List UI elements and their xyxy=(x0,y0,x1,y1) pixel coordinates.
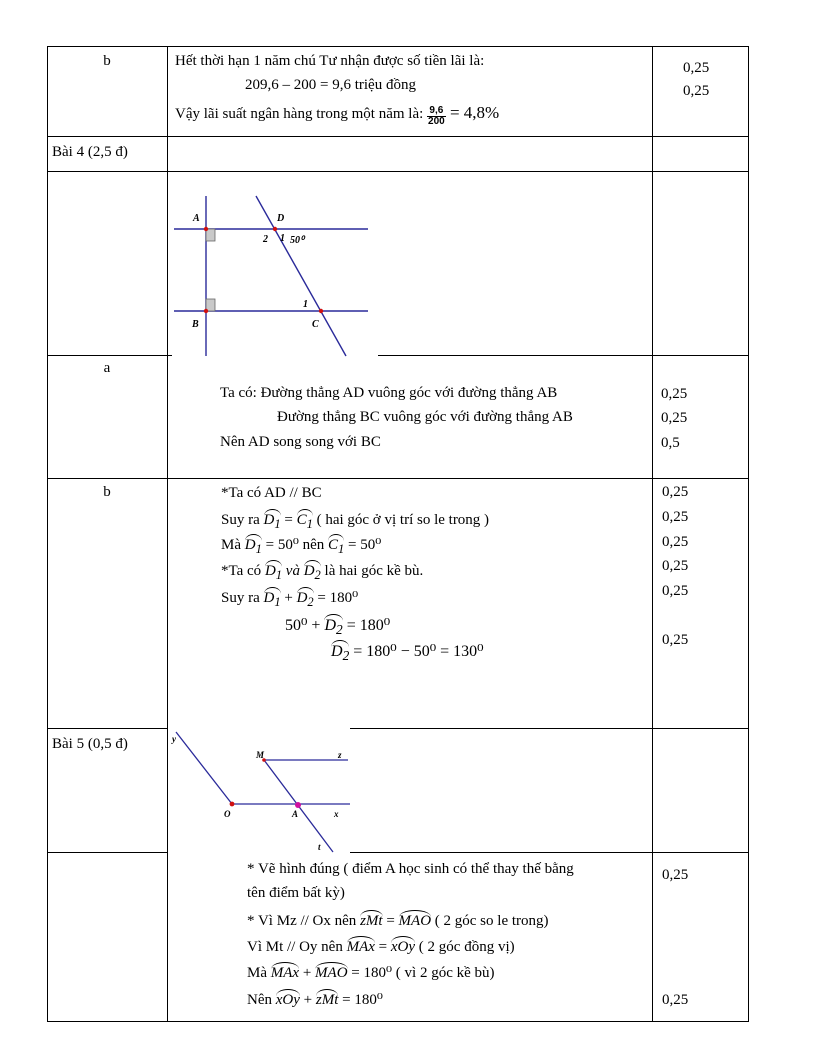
angle-xOy: xOy xyxy=(275,992,300,1008)
point-label-A: A xyxy=(292,809,299,819)
angle-letter: D xyxy=(244,537,256,553)
table-column-divider xyxy=(167,46,168,1022)
score: 0,25 xyxy=(661,410,688,426)
score: 0,25 xyxy=(662,558,689,574)
text-fragment: *Ta có xyxy=(221,563,265,579)
angle-letter: D xyxy=(324,617,337,634)
ray-label-t: t xyxy=(318,842,321,852)
angle-MAO: MAO xyxy=(398,913,432,929)
point-label-D: D xyxy=(277,213,285,224)
equals: = xyxy=(347,965,364,981)
table-row-divider xyxy=(47,136,749,137)
text-line: 209,6 – 200 = 9,6 triệu đồng xyxy=(245,77,416,93)
value: 50⁰ xyxy=(277,537,299,553)
angle-label-c1: 1 xyxy=(303,299,308,310)
text-line xyxy=(247,937,515,955)
minus: − xyxy=(396,643,414,660)
text-line xyxy=(221,510,489,531)
text-line xyxy=(221,535,381,556)
text-line: Đường thẳng BC vuông góc với đường thẳng AB xyxy=(277,409,573,425)
value: 50⁰ xyxy=(413,643,437,660)
score: 0,25 xyxy=(683,60,710,76)
angle-letter: D xyxy=(296,590,308,606)
angle-D2 xyxy=(304,561,321,582)
angle-subscript: 1 xyxy=(338,542,345,556)
text-line xyxy=(247,963,495,981)
angle-subscript: 1 xyxy=(306,517,313,531)
text-line xyxy=(221,588,358,609)
score: 0,25 xyxy=(661,386,688,402)
angle-subscript: 2 xyxy=(342,648,350,664)
angle-D2 xyxy=(331,641,349,663)
table-column-divider xyxy=(652,46,653,1022)
text-line xyxy=(285,615,390,637)
text-fragment: = 4,8% xyxy=(445,103,500,122)
text-fragment: và xyxy=(282,563,304,579)
value: 180⁰ xyxy=(359,617,391,634)
ray-label-x: x xyxy=(334,809,339,819)
text-fragment: là hai góc kề bù. xyxy=(320,563,424,579)
bai4-figure xyxy=(172,194,378,362)
value: 50⁰ xyxy=(285,617,308,634)
text-fragment: Vì Mt // Oy nên xyxy=(247,939,347,955)
point-label-A: A xyxy=(193,213,200,224)
angle-subscript: 1 xyxy=(275,568,283,582)
equals: = xyxy=(342,617,360,634)
score: 0,25 xyxy=(662,484,689,500)
point-label-M: M xyxy=(256,750,265,760)
angle-D1 xyxy=(245,535,262,556)
angle-value: 50⁰ xyxy=(290,235,305,246)
value: 180⁰ xyxy=(329,590,359,606)
table-row-divider xyxy=(47,478,749,479)
angle-letter: C xyxy=(328,537,339,553)
equals: = xyxy=(436,643,454,660)
point-label-O: O xyxy=(224,809,231,819)
value: 50⁰ xyxy=(360,537,382,553)
angle-MAO: MAO xyxy=(315,965,348,981)
fraction-denominator: 200 xyxy=(428,116,445,127)
plus: + xyxy=(280,590,297,606)
value: 180⁰ xyxy=(354,992,383,1008)
score: 0,25 xyxy=(683,83,710,99)
value: 130⁰ xyxy=(453,643,484,660)
equals: = xyxy=(382,913,399,929)
text-fragment: Nên xyxy=(247,992,276,1008)
angle-MAx: MAx xyxy=(270,965,300,981)
score: 0,25 xyxy=(662,509,689,525)
equals: = xyxy=(313,590,330,606)
part-label: b xyxy=(103,484,111,500)
table-row-divider xyxy=(47,728,749,729)
point-label-B: B xyxy=(192,319,199,330)
angle-letter: D xyxy=(263,590,275,606)
text-fragment: ( hai góc ở vị trí so le trong ) xyxy=(312,512,490,528)
text-fragment: ( 2 góc đồng vị) xyxy=(415,939,515,955)
equals: = xyxy=(261,537,278,553)
equals: = xyxy=(374,939,391,955)
angle-letter: D xyxy=(264,563,276,579)
text-fragment: * Vì Mz // Ox nên xyxy=(247,913,361,929)
text-fragment: Suy ra xyxy=(221,512,264,528)
angle-label-1: 1 xyxy=(280,233,285,244)
text-fragment: ( 2 góc so le trong) xyxy=(431,913,549,929)
angle-MAx: MAx xyxy=(346,939,375,955)
part-label: a xyxy=(103,360,111,376)
angle-zMt: zMt xyxy=(315,992,339,1008)
ray-label-z: z xyxy=(338,750,342,760)
plus: + xyxy=(307,617,325,634)
text-line: Hết thời hạn 1 năm chú Tư nhận được số tiền lãi là: xyxy=(175,53,485,69)
value: 180⁰ xyxy=(363,965,393,981)
equals: = xyxy=(338,992,355,1008)
angle-subscript: 1 xyxy=(255,542,262,556)
score: 0,25 xyxy=(662,632,689,648)
text-fragment: Vậy lãi suất ngân hàng trong một năm là: xyxy=(175,106,428,122)
point-label-C: C xyxy=(312,319,319,330)
problem-label: Bài 5 (0,5 đ) xyxy=(52,736,128,752)
text-fragment: Suy ra xyxy=(221,590,264,606)
part-label: b xyxy=(103,53,111,69)
angle-subscript: 1 xyxy=(274,595,281,609)
text-line xyxy=(247,911,549,929)
text-line: * Vẽ hình đúng ( điểm A học sinh có thể thay thế bằng xyxy=(247,861,574,877)
score: 0,5 xyxy=(661,435,680,451)
angle-C1 xyxy=(328,535,344,556)
angle-zMt: zMt xyxy=(360,913,383,929)
table-border-left xyxy=(47,46,48,1022)
angle-subscript: 2 xyxy=(307,595,314,609)
plus: + xyxy=(299,965,316,981)
ray-label-y: y xyxy=(172,734,176,744)
score: 0,25 xyxy=(662,534,689,550)
score: 0,25 xyxy=(662,583,689,599)
fraction-numerator: 9,6 xyxy=(427,106,446,118)
angle-subscript: 1 xyxy=(274,517,281,531)
angle-D1 xyxy=(264,510,281,531)
text-line xyxy=(221,561,423,582)
table-border-bottom xyxy=(47,1021,749,1022)
score: 0,25 xyxy=(662,867,689,883)
text-fragment: Mà xyxy=(247,965,271,981)
table-row-divider xyxy=(47,852,749,853)
text-line: Ta có: Đường thẳng AD vuông góc với đường thẳng AB xyxy=(220,385,558,401)
angle-letter: C xyxy=(296,512,307,528)
text-line: Nên AD song song với BC xyxy=(220,434,381,450)
plus: + xyxy=(299,992,316,1008)
text-line xyxy=(247,990,383,1008)
text-fragment: Mà xyxy=(221,537,245,553)
text-line xyxy=(331,641,484,663)
fraction xyxy=(427,106,446,128)
text-line xyxy=(175,104,499,128)
angle-letter: D xyxy=(263,512,275,528)
problem-label: Bài 4 (2,5 đ) xyxy=(52,144,128,160)
angle-subscript: 2 xyxy=(336,622,343,638)
angle-D2 xyxy=(324,615,342,637)
table-border-top xyxy=(47,46,749,47)
value: 180⁰ xyxy=(366,643,397,660)
table-border-right xyxy=(748,46,749,1022)
equals: = xyxy=(349,643,367,660)
text-line: *Ta có AD // BC xyxy=(221,485,322,501)
text-fragment: ( vì 2 góc kề bù) xyxy=(392,965,495,981)
angle-D2 xyxy=(297,588,314,609)
table-row-divider xyxy=(47,355,749,356)
equals: = xyxy=(344,537,361,553)
text-line: tên điểm bất kỳ) xyxy=(247,885,345,901)
angle-subscript: 2 xyxy=(314,568,321,582)
score: 0,25 xyxy=(662,992,689,1008)
equals: = xyxy=(280,512,297,528)
text-fragment: nên xyxy=(298,537,328,553)
angle-letter: D xyxy=(303,563,315,579)
angle-D1 xyxy=(264,588,281,609)
angle-label-2: 2 xyxy=(263,234,268,245)
angle-C1 xyxy=(297,510,313,531)
bai5-figure xyxy=(168,726,350,856)
angle-letter: D xyxy=(331,643,343,660)
angle-xOy: xOy xyxy=(390,939,416,955)
table-row-divider xyxy=(47,171,749,172)
angle-D1 xyxy=(265,561,282,582)
